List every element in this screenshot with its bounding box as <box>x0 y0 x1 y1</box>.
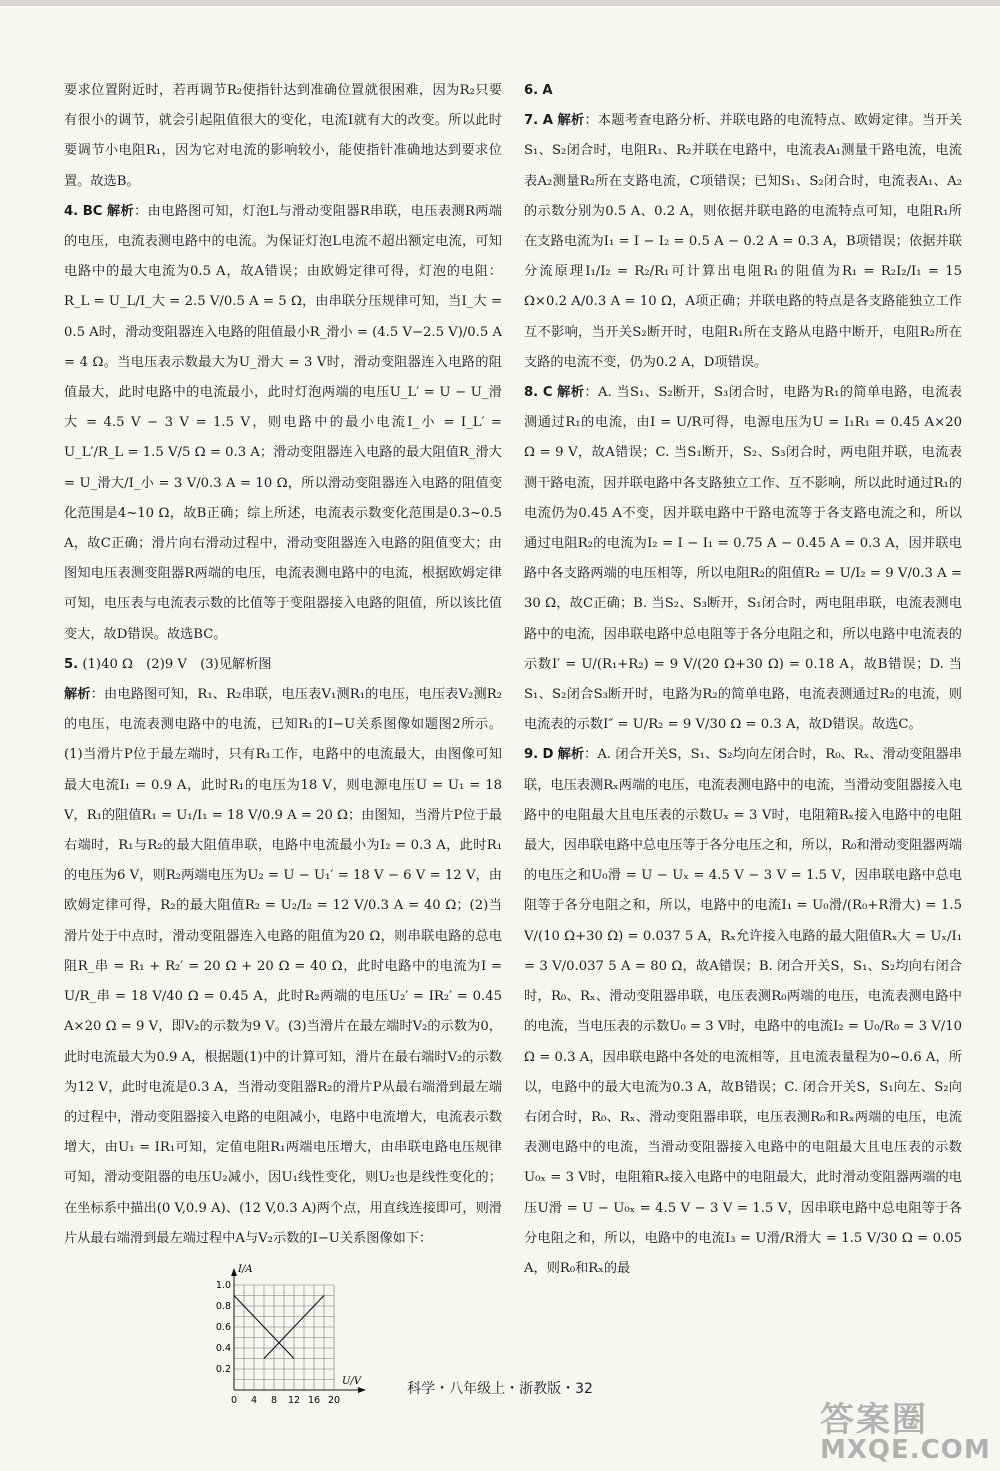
question-7-number: 7. <box>524 113 539 129</box>
question-8-answer: C <box>542 385 553 401</box>
question-6-answer: A <box>542 83 553 98</box>
question-5 <box>64 650 502 1254</box>
question-5-text: ：由电路图可知，R₁、R₂串联，电压表V₁测R₁的电压，电压表V₂测R₂的电压，电流表测电路中的电流，已知R₁的I−U关系图像如题图2所示。(1)当滑片P位于最左端时，只有R₁工作，电路中的电流最大，由图像可知最大电流I₁ = 0.9 A，此时R₁的电压为18 V，则电源电压U = U₁ = 18 V，R₁的阻值R₁ = U₁/I₁ = 18 V/0.9 A = 20 Ω；由图知，当滑片P位于最右端时，R₁与R₂的最大阻值串联，电路中电流最小为I₂ = 0.3 A，此时R₁的电压为6 V，则R₂两端电压为U₂ = U − U₁′ = 18 V − 6 V = 12 V，由欧姆定律可得，R₂的最大阻值R₂ = U₂/I₂ = 12 V/0.3 A = 40 Ω；(2)当滑片处于中点时，滑动变阻器连入电路的阻值为20 Ω，则串联电路的总电阻R_串 = R₁ + R₂′ = 20 Ω + 20 Ω = 40 Ω，此时电路中的电流为I = U/R_串 = 18 V/40 Ω = 0.45 A，此时R₂两端的电压U₂′ = IR₂′ = 0.45 A×20 Ω = 9 V，即V₂的示数为9 V。(3)当滑片在最左端时V₂的示数为0，此时电流最大为0.9 A，根据题(1)中的计算可知，滑片在最右端时V₂的示数为12 V，此时电流是0.3 A，当滑动变阻器R₂的滑片P从最右端滑到最左端的过程中，滑动变阻器接入电路的电阻减小，电路中电流增大，电流表示数增大，由U₁ = IR₁可知，定值电阻R₁两端电压增大，由串联电路电压规律可知，滑动变阻器的电压U₂减小，因U₁线性变化，则U₂也是线性变化的；在坐标系中描出(0 V,0.9 A)、(12 V,0.3 A)两个点，用直线连接即可，则滑片从最右端滑到最左端过程中A与V₂示数的I−U关系图像如下： <box>64 687 503 1246</box>
y-axis-label: I/A <box>238 1263 253 1275</box>
watermark-logo-cn: 答案圈 <box>820 1400 928 1440</box>
right-column <box>524 76 962 1284</box>
question-4-answer: BC <box>82 203 103 219</box>
x-tick: 12 <box>287 1394 301 1406</box>
question-9 <box>524 740 962 1284</box>
question-8-label: 解析 <box>557 385 585 401</box>
question-6-number: 6. <box>524 83 539 98</box>
x-axis-label: U/V <box>342 1375 362 1387</box>
question-9-number: 9. <box>524 747 539 763</box>
question-7-label: 解析 <box>557 113 585 129</box>
question-7-text: ：本题考查电路分析、并联电路的电流特点、欧姆定律。当开关S₁、S₂闭合时，电阻R₁、R₂并联在电路中，电流表A₁测量干路电流，电流表A₂测量R₂所在支路电流，C项错误；已知S₁、S₂闭合时，电流表A₁、A₂的示数分别为0.5 A、0.2 A，则依据并联电路的电流特点可知，电阻R₁所在支路电流为I₁ = I − I₂ = 0.5 A − 0.2 A = 0.3 A，B项错误；依据并联分流原理I₁/I₂ = R₂/R₁可计算出电阻R₁的阻值为R₁ = R₂I₂/I₁ = 15 Ω×0.2 A/0.3 A = 10 Ω，A项正确；并联电路的特点是各支路能独立工作互不影响，当开关S₂断开时，电阻R₁所在支路从电路中断开，电阻R₂所在支路的电流不变，仍为0.2 A，D项错误。 <box>524 113 963 370</box>
y-axis-arrow <box>231 1268 237 1276</box>
x-tick: 4 <box>250 1394 258 1406</box>
page-top-rule <box>0 0 1000 6</box>
x-tick: 16 <box>307 1394 321 1406</box>
x-tick: 20 <box>327 1394 341 1406</box>
question-9-answer: D <box>542 747 554 763</box>
question-4 <box>64 197 502 650</box>
question-9-label: 解析 <box>557 747 585 763</box>
question-5-label: 解析 <box>64 687 91 703</box>
watermark-logo <box>820 1392 991 1465</box>
question-5-number: 5. <box>64 656 79 672</box>
y-tick-labels <box>216 1280 231 1375</box>
question-6 <box>524 76 962 106</box>
y-tick: 0.4 <box>215 1342 231 1354</box>
watermark-logo-url: MXQE.COM <box>820 1435 991 1465</box>
question-8-number: 8. <box>524 385 539 401</box>
question-7 <box>524 106 962 378</box>
question-9-text: ：A. 闭合开关S，S₁、S₂均向左闭合时，R₀、Rₓ、滑动变阻器串联，电压表测Rₓ两端的电压，电流表测电路中的电流，当滑动变阻器接入电路中的电阻最大且电压表的示数Uₓ = 3 V时，电阻箱Rₓ接入电路中的电阻最大，因串联电路中总电压等于各分电压之和，所以，R₀和滑动变阻器两端的电压之和U₀滑 = U − Uₓ = 4.5 V − 3 V = 1.5 V，因串联电路中总电阻等于各分电阻之和，所以，电路中的电流I₁ = U₀滑/(R₀+R滑大) = 1.5 V/(10 Ω+30 Ω) = 0.037 5 A，Rₓ允许接入电路的最大阻值Rₓ大 = Uₓ/I₁ = 3 V/0.037 5 A = 80 Ω，故A错误；B. 闭合开关S，S₁、S₂均向右闭合时，R₀、Rₓ、滑动变阻器串联，电压表测R₀两端的电压，电流表测电路中的电流，当电压表的示数U₀ = 3 V时，电路中的电流I₂ = U₀/R₀ = 3 V/10 Ω = 0.3 A，因串联电路中各处的电流相等，且电流表量程为0~0.6 A，所以，电路中的最大电流为0.3 A，故B错误；C. 闭合开关S，S₁向左、S₂向右闭合时，R₀、Rₓ、滑动变阻器串联，电压表测R₀和Rₓ两端的电压，电流表测电路中的电流，当滑动变阻器接入电路中的电阻最大且电压表的示数U₀ₓ = 3 V时，电阻箱Rₓ接入电路中的电阻最大，此时滑动变阻器两端的电压U滑 = U − U₀ₓ = 4.5 V − 3 V = 1.5 V，因串联电路中总电阻等于各分电阻之和，所以，电路中的电流I₃ = U滑/R滑大 = 1.5 V/30 Ω = 0.05 A，则R₀和Rₓ的最 <box>524 747 962 1276</box>
y-tick: 0.8 <box>215 1300 231 1312</box>
question-5-answer: (1)40 Ω (2)9 V (3)见解析图 <box>82 656 272 672</box>
left-column <box>64 76 502 1415</box>
question-7-answer: A <box>542 113 553 129</box>
question-8 <box>524 378 962 740</box>
question-4-text: ：由电路图可知，灯泡L与滑动变阻器R串联，电压表测R两端的电压，电流表测电路中的电流。为保证灯泡L电流不超出额定电流，可知电路中的最大电流为0.5 A，故A错误；由欧姆定律可得，灯泡的电阻：R_L = U_L/I_大 = 2.5 V/0.5 A = 5 Ω，由串联分压规律可知，当I_大 = 0.5 A时，滑动变阻器连入电路的阻值最小R_滑小 = (4.5 V−2.5 V)/0.5 A = 4 Ω。当电压表示数最大为U_滑大 = 3 V时，滑动变阻器连入电路的阻值最大，此时电路中的电流最小，此时灯泡两端的电压U_L′ = U − U_滑大 = 4.5 V − 3 V = 1.5 V，则电路中的最小电流I_小 = I_L′ = U_L′/R_L = 1.5 V/5 Ω = 0.3 A；滑动变阻器连入电路的最大阻值R_滑大 = U_滑大/I_小 = 3 V/0.3 A = 10 Ω，所以滑动变阻器连入电路的阻值变化范围是4~10 Ω，故B正确；综上所述，电流表示数变化范围是0.3~0.5 A，故C正确；滑片向右滑动过程中，滑动变阻器连入电路的阻值变大；由图知电压表测变阻器R两端的电压，电流表测电路中的电流，根据欧姆定律可知，电压表与电流表示数的比值等于变阻器接入电路的阻值，所以该比值变大，故D错误。故选BC。 <box>64 203 502 642</box>
y-tick: 1.0 <box>215 1279 231 1291</box>
question-4-label: 解析 <box>107 203 135 219</box>
question-4-number: 4. <box>64 203 79 219</box>
page-footer: 科学・八年级上・浙教版・32 <box>407 1381 593 1397</box>
question-8-text: ：A. 当S₁、S₂断开，S₃闭合时，电路为R₁的简单电路，电流表测通过R₁的电流，由I = U/R可得，电源电压为U = I₁R₁ = 0.45 A×20 Ω = 9 V，故A错误；C. 当S₁断开，S₂、S₃闭合时，两电阻并联，电流表测干路电流，因并联电路中各支路独立工作、互不影响，所以此时通过R₁的电流仍为0.45 A不变，因并联电路中干路电流等于各支路电流之和，所以通过电阻R₂的电流为I₂ = I − I₁ = 0.75 A − 0.45 A = 0.3 A，因并联电路中各支路两端的电压相等，所以电阻R₂的阻值R₂ = U/I₂ = 9 V/0.3 A = 30 Ω，故C正确；B. 当S₂、S₃断开，S₁闭合时，两电阻串联，电流表测电路中的电流，因串联电路中总电阻等于各分电阻之和，所以电路中电流表的示数I′ = U/(R₁+R₂) = 9 V/(20 Ω+30 Ω) = 0.18 A，故B错误；D. 当S₁、S₂闭合S₃断开时，电路为R₂的简单电路，电流表测通过R₂的电流，则电流表的示数I″ = U/R₂ = 9 V/30 Ω = 0.3 A，故D错误。故选C。 <box>524 385 962 733</box>
x-tick: 8 <box>270 1394 278 1406</box>
y-tick: 0.2 <box>215 1363 231 1375</box>
y-tick: 0.6 <box>215 1321 231 1333</box>
x-tick: 0 <box>230 1394 238 1406</box>
intro-paragraph: 要求位置附近时，若再调节R₂使指针达到准确位置就很困难，因为R₂只要有很小的调节，就会引起阻值很大的变化，电流I就有大的改变。所以此时要调节小电阻R₁，因为它对电流的影响较小，能使指针准确地达到要求位置。故选B。 <box>64 83 502 189</box>
